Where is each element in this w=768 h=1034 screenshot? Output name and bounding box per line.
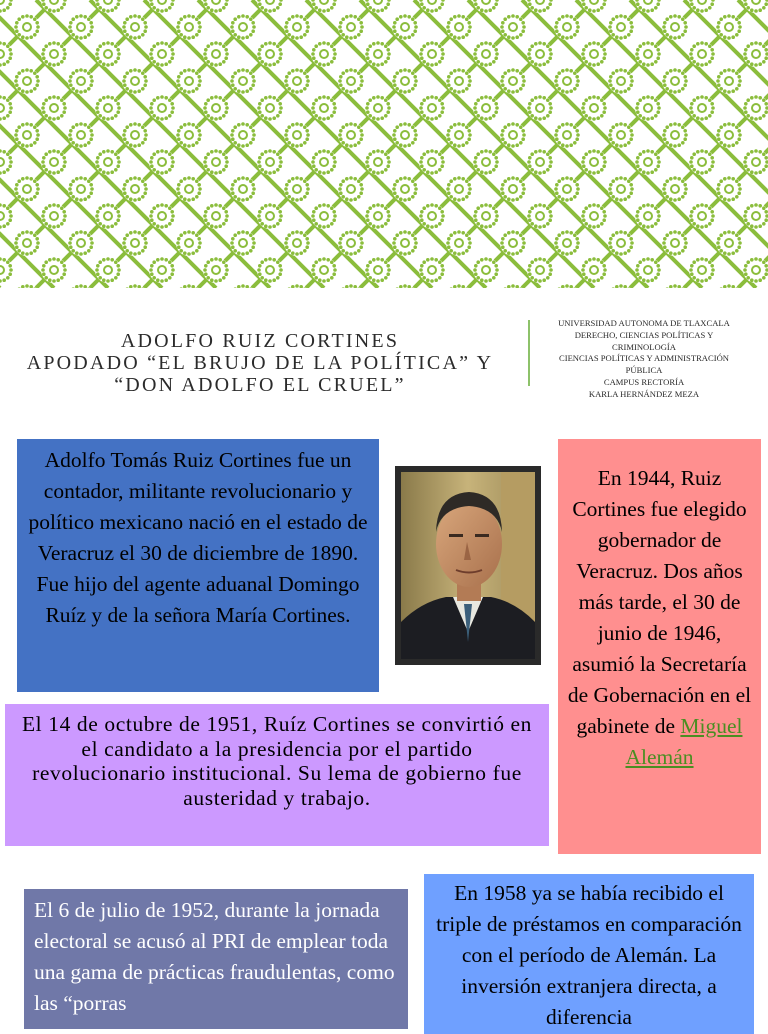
info-line-faculty-cont: CRIMINOLOGÍA bbox=[612, 341, 676, 352]
election-box bbox=[24, 889, 408, 1029]
info-line-campus: CAMPUS RECTORÍA bbox=[603, 376, 685, 387]
portrait-image bbox=[395, 466, 541, 665]
info-line-author: KARLA HERNÁNDEZ MEZA bbox=[588, 388, 700, 399]
candidacy-box bbox=[5, 704, 549, 846]
info-line-faculty: DERECHO, CIENCIAS POLÍTICAS Y bbox=[574, 329, 714, 340]
governor-box bbox=[558, 439, 761, 854]
title-line-2: APODADO “EL BRUJO DE LA POLÍTICA” Y bbox=[26, 352, 494, 374]
page-title bbox=[0, 330, 520, 396]
economy-box bbox=[424, 874, 754, 1034]
candidacy-text: El 14 de octubre de 1951, Ruíz Cortines se convirtió en el candidato a la presidencia por el partido revolucionario institucional. Su lema de gobierno fue austeridad y trabajo. bbox=[21, 712, 533, 810]
miguel-aleman-link[interactable]: Miguel Alemán bbox=[625, 714, 743, 769]
info-line-program-cont: PÚBLICA bbox=[625, 365, 663, 376]
info-line-university: UNIVERSIDAD AUTONOMA DE TLAXCALA bbox=[558, 318, 730, 328]
bio-text: Adolfo Tomás Ruiz Cortines fue un contador, militante revolucionario y político mexicano nació en el estado de Veracruz el 30 de diciembre de 1890. Fue hijo del agente aduanal Domingo Ruíz y de la señora María Cortines. bbox=[28, 448, 368, 627]
title-line-1: ADOLFO RUIZ CORTINES bbox=[120, 330, 400, 352]
bio-box bbox=[17, 439, 379, 692]
title-line-3: “DON ADOLFO EL CRUEL” bbox=[114, 374, 406, 396]
economy-text: En 1958 ya se había recibido el triple de préstamos en comparación con el período de Alemán. La inversión extranjera directa, a diferencia bbox=[436, 881, 742, 1029]
title-divider bbox=[528, 320, 530, 386]
election-text: El 6 de julio de 1952, durante la jornada electoral se acusó al PRI de emplear toda una gama de prácticas fraudulentas, como las “porras bbox=[34, 898, 395, 1015]
governor-text: En 1944, Ruiz Cortines fue elegido gobernador de Veracruz. Dos años más tarde, el 30 de junio de 1946, asumió la Secretaría de Gobernación en el gabinete de bbox=[567, 466, 752, 738]
info-line-program: CIENCIAS POLÍTICAS Y ADMINISTRACIÓN bbox=[558, 353, 730, 364]
institution-info bbox=[536, 318, 752, 401]
decorative-pattern-banner bbox=[0, 0, 768, 288]
